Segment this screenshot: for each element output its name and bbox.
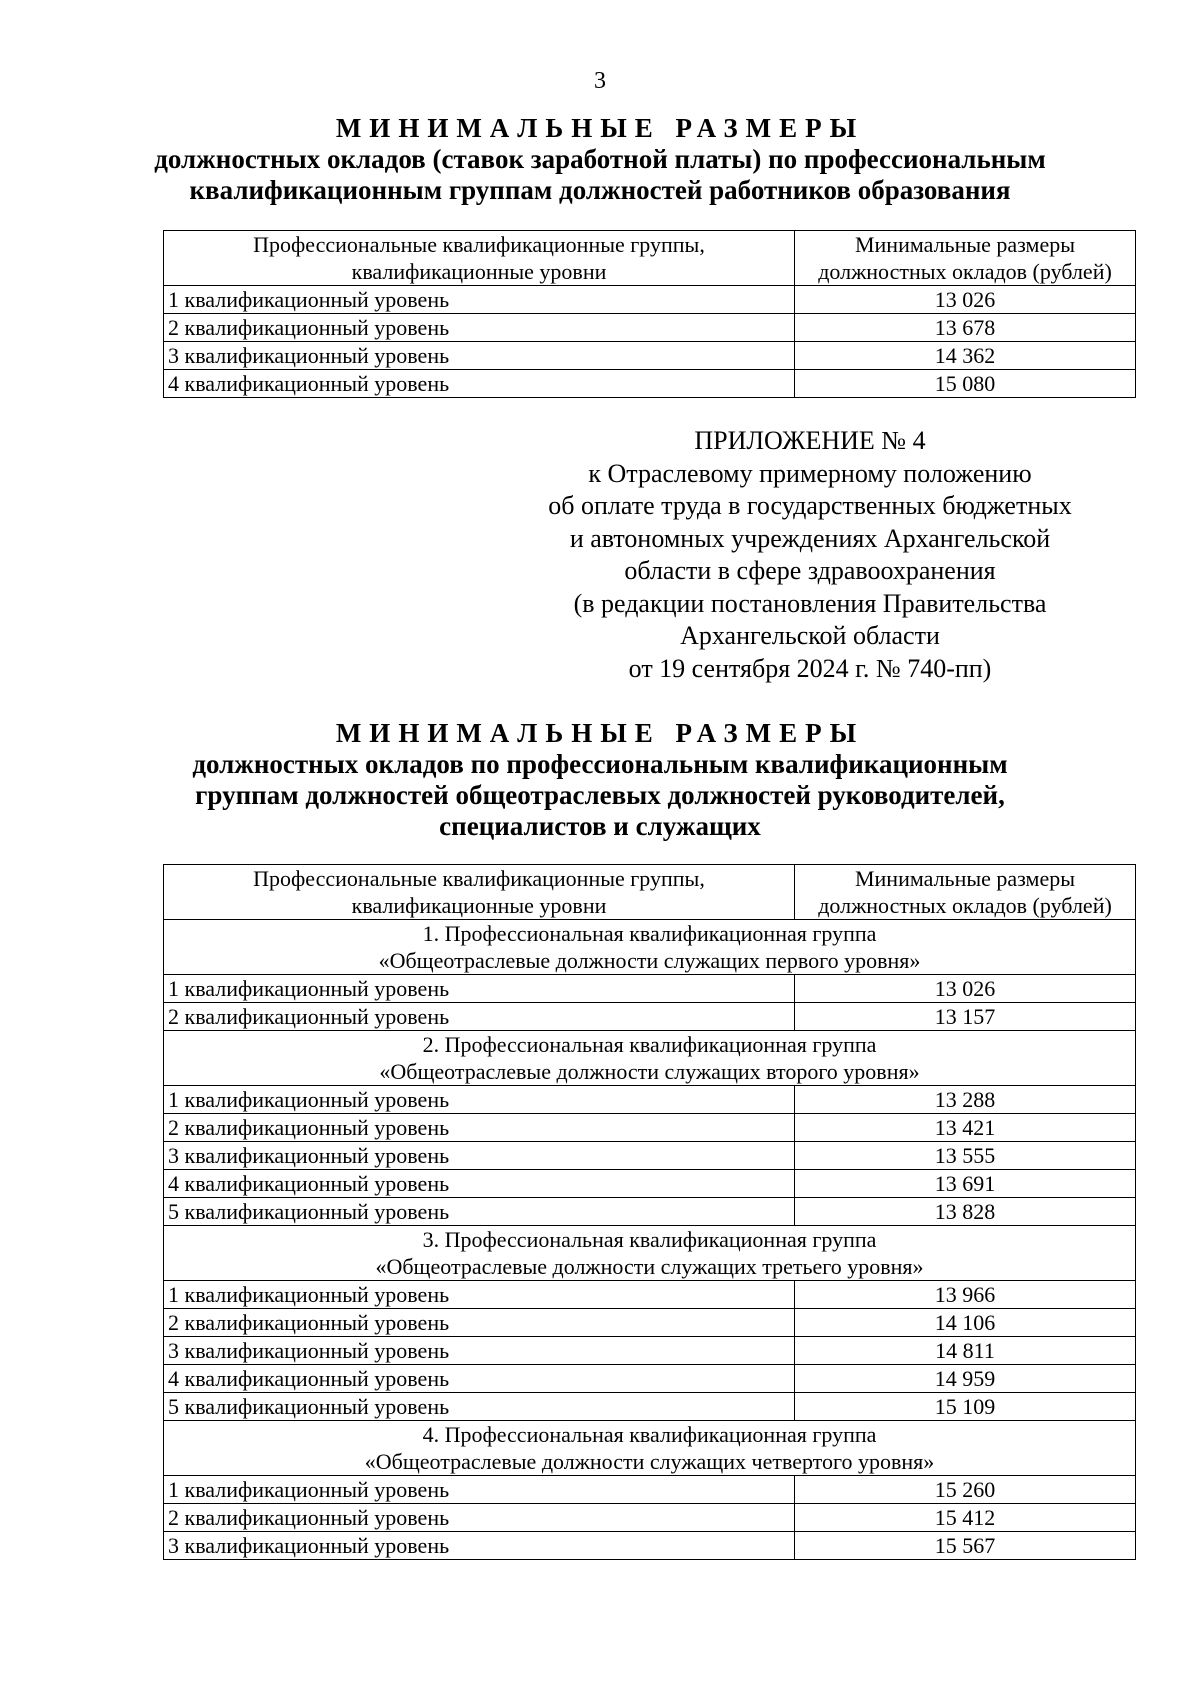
salary-cell: 13 157 xyxy=(795,1003,1136,1031)
level-cell: 1 квалификационный уровень xyxy=(164,1086,795,1114)
group-title-line2: «Общеотраслевые должности служащих четвертого уровня» xyxy=(364,1449,935,1474)
level-cell: 1 квалификационный уровень xyxy=(164,286,795,314)
table-header-row xyxy=(164,231,1136,286)
group-title-line1: 4. Профессиональная квалификационная группа xyxy=(422,1422,877,1447)
table-row xyxy=(164,1337,1136,1365)
group-title-line1: 2. Профессиональная квалификационная группа xyxy=(422,1032,877,1057)
salary-cell: 13 288 xyxy=(795,1086,1136,1114)
salary-cell: 14 106 xyxy=(795,1309,1136,1337)
header-groups-cell xyxy=(164,865,795,920)
salary-cell: 15 260 xyxy=(795,1476,1136,1504)
table-row xyxy=(164,1476,1136,1504)
level-cell: 3 квалификационный уровень xyxy=(164,342,795,370)
appendix-block xyxy=(520,425,1100,685)
section2-title: МИНИМАЛЬНЫЕ РАЗМЕРЫ xyxy=(335,718,865,748)
appendix-line: от 19 сентября 2024 г. № 740-пп) xyxy=(628,653,992,683)
level-cell: 2 квалификационный уровень xyxy=(164,1003,795,1031)
salary-cell: 13 966 xyxy=(795,1281,1136,1309)
salary-cell: 13 691 xyxy=(795,1170,1136,1198)
appendix-line: Архангельской области xyxy=(680,621,940,650)
salary-cell: 13 421 xyxy=(795,1114,1136,1142)
table-row xyxy=(164,1198,1136,1226)
group-title-line2: «Общеотраслевые должности служащих второго уровня» xyxy=(379,1059,920,1084)
level-cell: 4 квалификационный уровень xyxy=(164,1170,795,1198)
table-row xyxy=(164,1532,1136,1560)
appendix-line: (в редакции постановления Правительства xyxy=(573,588,1047,618)
group-title-line2: «Общеотраслевые должности служащих первого уровня» xyxy=(378,948,921,973)
section1-subtitle-line2: квалификационным группам должностей работников образования xyxy=(189,175,1011,205)
salary-cell: 13 828 xyxy=(795,1198,1136,1226)
section1-heading xyxy=(150,112,1050,206)
appendix-line: области в сфере здравоохранения xyxy=(624,556,996,585)
salary-cell: 15 567 xyxy=(795,1532,1136,1560)
level-cell: 4 квалификационный уровень xyxy=(164,370,795,398)
table-row xyxy=(164,1114,1136,1142)
header-salary-line2: должностных окладов (рублей) xyxy=(818,259,1112,284)
section2-subtitle-line2: группам должностей общеотраслевых должностей руководителей, xyxy=(195,780,1005,810)
table-row xyxy=(164,1003,1136,1031)
table-header-row xyxy=(164,865,1136,920)
level-cell: 3 квалификационный уровень xyxy=(164,1337,795,1365)
table-row xyxy=(164,314,1136,342)
salary-cell: 13 555 xyxy=(795,1142,1136,1170)
group-title-line2: «Общеотраслевые должности служащих третьего уровня» xyxy=(375,1254,924,1279)
section1-subtitle-line1: должностных окладов (ставок заработной платы) по профессиональным xyxy=(154,144,1046,174)
header-groups-line1: Профессиональные квалификационные группы, xyxy=(253,232,705,257)
level-cell: 2 квалификационный уровень xyxy=(164,1504,795,1532)
header-groups-line1: Профессиональные квалификационные группы, xyxy=(253,866,705,891)
level-cell: 2 квалификационный уровень xyxy=(164,1309,795,1337)
header-salary-cell xyxy=(795,231,1136,286)
group-title-cell xyxy=(164,1421,1136,1476)
group-header-row xyxy=(164,920,1136,975)
table-row xyxy=(164,1504,1136,1532)
salary-cell: 14 811 xyxy=(795,1337,1136,1365)
header-groups-line2: квалификационные уровни xyxy=(351,259,607,284)
level-cell: 2 квалификационный уровень xyxy=(164,1114,795,1142)
level-cell: 3 квалификационный уровень xyxy=(164,1532,795,1560)
header-salary-line1: Минимальные размеры xyxy=(854,232,1076,257)
level-cell: 2 квалификационный уровень xyxy=(164,314,795,342)
level-cell: 4 квалификационный уровень xyxy=(164,1365,795,1393)
salary-cell: 14 362 xyxy=(795,342,1136,370)
group-header-row xyxy=(164,1226,1136,1281)
section1-title: МИНИМАЛЬНЫЕ РАЗМЕРЫ xyxy=(335,113,865,143)
salary-cell: 13 026 xyxy=(795,286,1136,314)
salary-cell: 13 026 xyxy=(795,975,1136,1003)
table-row xyxy=(164,975,1136,1003)
table-row xyxy=(164,1281,1136,1309)
appendix-line: об оплате труда в государственных бюджетных xyxy=(548,491,1072,520)
group-title-cell xyxy=(164,920,1136,975)
group-header-row xyxy=(164,1031,1136,1086)
education-salary-table xyxy=(163,230,1136,398)
salary-cell: 15 109 xyxy=(795,1393,1136,1421)
section2-subtitle-line3: специалистов и служащих xyxy=(439,811,761,841)
level-cell: 1 квалификационный уровень xyxy=(164,975,795,1003)
group-title-line1: 1. Профессиональная квалификационная группа xyxy=(422,921,877,946)
group-header-row xyxy=(164,1421,1136,1476)
general-positions-salary-table xyxy=(163,864,1136,1560)
level-cell: 3 квалификационный уровень xyxy=(164,1142,795,1170)
page-number: 3 xyxy=(594,68,606,94)
level-cell: 1 квалификационный уровень xyxy=(164,1281,795,1309)
table-row xyxy=(164,1365,1136,1393)
group-title-cell xyxy=(164,1031,1136,1086)
table-row xyxy=(164,1170,1136,1198)
group-title-cell xyxy=(164,1226,1136,1281)
table-row xyxy=(164,1086,1136,1114)
header-salary-cell xyxy=(795,865,1136,920)
section2-heading xyxy=(150,717,1050,842)
salary-cell: 14 959 xyxy=(795,1365,1136,1393)
level-cell: 5 квалификационный уровень xyxy=(164,1393,795,1421)
table-row xyxy=(164,286,1136,314)
level-cell: 1 квалификационный уровень xyxy=(164,1476,795,1504)
header-groups-cell xyxy=(164,231,795,286)
salary-cell: 15 080 xyxy=(795,370,1136,398)
salary-cell: 13 678 xyxy=(795,314,1136,342)
table-row xyxy=(164,1142,1136,1170)
header-salary-line2: должностных окладов (рублей) xyxy=(818,893,1112,918)
appendix-line: к Отраслевому примерному положению xyxy=(588,458,1032,488)
salary-cell: 15 412 xyxy=(795,1504,1136,1532)
level-cell: 5 квалификационный уровень xyxy=(164,1198,795,1226)
table-row xyxy=(164,1309,1136,1337)
table-row xyxy=(164,342,1136,370)
table-row xyxy=(164,370,1136,398)
appendix-line: ПРИЛОЖЕНИЕ № 4 xyxy=(694,426,926,455)
section2-subtitle-line1: должностных окладов по профессиональным квалификационным xyxy=(192,749,1008,779)
header-salary-line1: Минимальные размеры xyxy=(854,866,1076,891)
group-title-line1: 3. Профессиональная квалификационная группа xyxy=(422,1227,877,1252)
header-groups-line2: квалификационные уровни xyxy=(351,893,607,918)
appendix-line: и автономных учреждениях Архангельской xyxy=(569,523,1051,553)
table-row xyxy=(164,1393,1136,1421)
